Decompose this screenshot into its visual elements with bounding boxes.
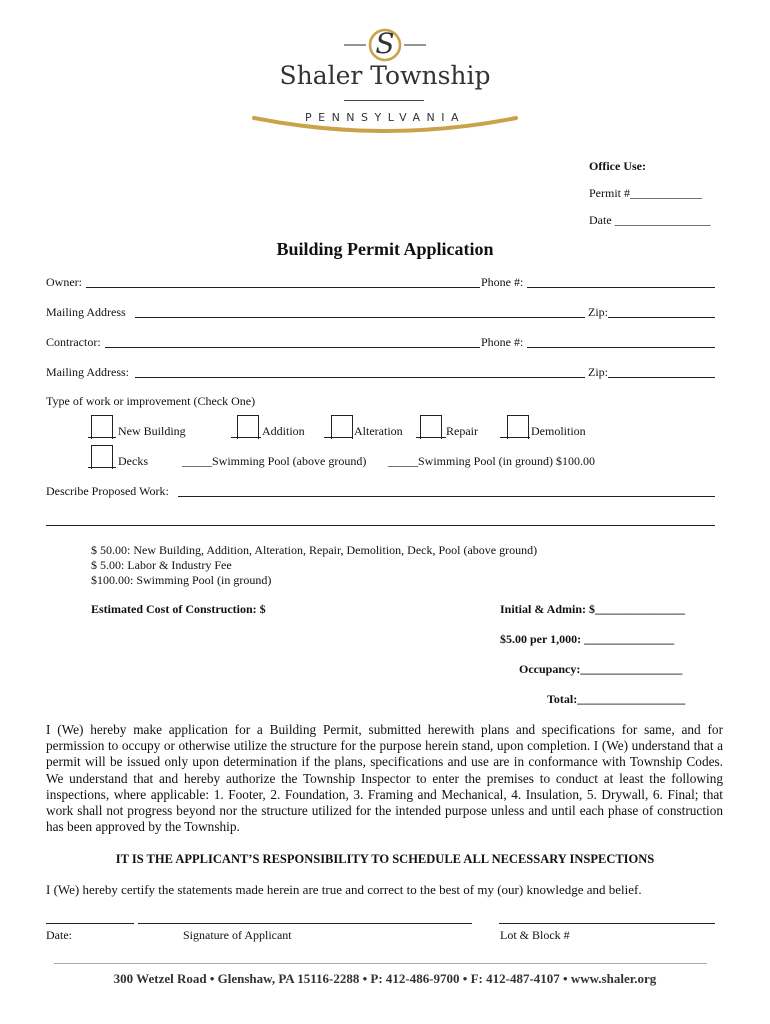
- estimated-cost-label: Estimated Cost of Construction: $: [91, 602, 266, 616]
- permit-number-field: Permit #____________: [589, 186, 702, 200]
- fee-line-3: $100.00: Swimming Pool (in ground): [91, 573, 272, 587]
- date-signature-line[interactable]: [46, 923, 134, 924]
- work-type-label: Type of work or improvement (Check One): [46, 394, 256, 408]
- application-statement: I (We) hereby make application for a Building Permit, submitted herewith plans and specifications for same, and for permission to occupy or otherwise utilize the structure for the purpose herein stand, upon completion. I (We) understand that a permit will be issued only upon determination if the plans, specifications and use are in conformance with Township Codes. We understand that and hereby authorize the Township Inspector to enter the premises to conduct at least the following inspections, where applicable: 1. Footer, 2. Foundation, 3. Framing and Mechanical, 4. Insulation, 5. Drywall, 6. Final; that work shall not progress beyond nor the structure utilized for the intended purpose unless and until each phase of construction has been approved by the Township.: [46, 722, 723, 835]
- describe-work-input[interactable]: [178, 496, 715, 497]
- contractor-label: Contractor:: [46, 335, 101, 349]
- addition-label: Addition: [262, 424, 305, 438]
- date-label: Date:: [46, 928, 72, 942]
- certification-statement: I (We) hereby certify the statements made herein are true and correct to the best of my (our) knowledge and belief.: [46, 882, 642, 897]
- state-name: PENNSYLVANIA: [304, 111, 465, 124]
- addition-checkbox[interactable]: [237, 415, 259, 439]
- per-thousand-field[interactable]: $5.00 per 1,000: _______________: [500, 632, 675, 646]
- owner-zip-label: Zip:: [588, 305, 608, 319]
- contractor-zip-label: Zip:: [588, 365, 608, 379]
- fee-line-2: $ 5.00: Labor & Industry Fee: [91, 558, 232, 572]
- owner-phone-input[interactable]: [527, 287, 715, 288]
- responsibility-notice: IT IS THE APPLICANT’S RESPONSIBILITY TO SCHEDULE ALL NECESSARY INSPECTIONS: [115, 852, 655, 866]
- demolition-label: Demolition: [531, 424, 586, 438]
- alteration-checkbox[interactable]: [331, 415, 353, 439]
- new-building-label: New Building: [118, 424, 186, 438]
- contractor-input[interactable]: [105, 347, 480, 348]
- signature-label: Signature of Applicant: [183, 928, 292, 942]
- footer-divider: [54, 963, 707, 964]
- contractor-mailing-label: Mailing Address:: [46, 365, 129, 379]
- describe-work-input-2[interactable]: [46, 525, 715, 526]
- contractor-zip-input[interactable]: [608, 377, 715, 378]
- repair-label: Repair: [446, 424, 478, 438]
- owner-label: Owner:: [46, 275, 82, 289]
- decks-label: Decks: [118, 454, 148, 468]
- new-building-checkbox[interactable]: [91, 415, 113, 439]
- decks-checkbox[interactable]: [91, 445, 113, 469]
- contractor-phone-input[interactable]: [527, 347, 715, 348]
- owner-mailing-input[interactable]: [135, 317, 585, 318]
- footer-contact: 300 Wetzel Road • Glenshaw, PA 15116-2288 • P: 412-486-9700 • F: 412-487-4107 • www.shaler.org: [113, 971, 657, 986]
- lot-block-label: Lot & Block #: [500, 928, 570, 942]
- page-title: Building Permit Application: [276, 239, 494, 259]
- org-name: Shaler Township: [279, 61, 491, 90]
- occupancy-field[interactable]: Occupancy:_________________: [519, 662, 683, 676]
- contractor-phone-label: Phone #:: [481, 335, 524, 349]
- applicant-signature-line[interactable]: [138, 923, 472, 924]
- initial-admin-field[interactable]: Initial & Admin: $_______________: [500, 602, 686, 616]
- alteration-label: Alteration: [354, 424, 403, 438]
- owner-zip-input[interactable]: [608, 317, 715, 318]
- pool-in-option[interactable]: _____Swimming Pool (in ground) $100.00: [388, 454, 596, 468]
- logo-divider: [344, 100, 424, 101]
- office-date-field: Date ________________: [589, 213, 711, 227]
- fee-line-1: $ 50.00: New Building, Addition, Alteration, Repair, Demolition, Deck, Pool (above ground): [91, 543, 538, 557]
- describe-work-label: Describe Proposed Work:: [46, 484, 169, 498]
- total-field[interactable]: Total:__________________: [547, 692, 686, 706]
- owner-mailing-label: Mailing Address: [46, 305, 126, 319]
- repair-checkbox[interactable]: [420, 415, 442, 439]
- lot-block-line[interactable]: [499, 923, 715, 924]
- logo-arc: [250, 110, 520, 136]
- owner-input[interactable]: [86, 287, 480, 288]
- demolition-checkbox[interactable]: [507, 415, 529, 439]
- contractor-mailing-input[interactable]: [135, 377, 585, 378]
- logo-letter: S: [375, 27, 395, 60]
- office-use-title: Office Use:: [589, 159, 646, 173]
- pool-above-option[interactable]: _____Swimming Pool (above ground): [182, 454, 367, 468]
- owner-phone-label: Phone #:: [481, 275, 524, 289]
